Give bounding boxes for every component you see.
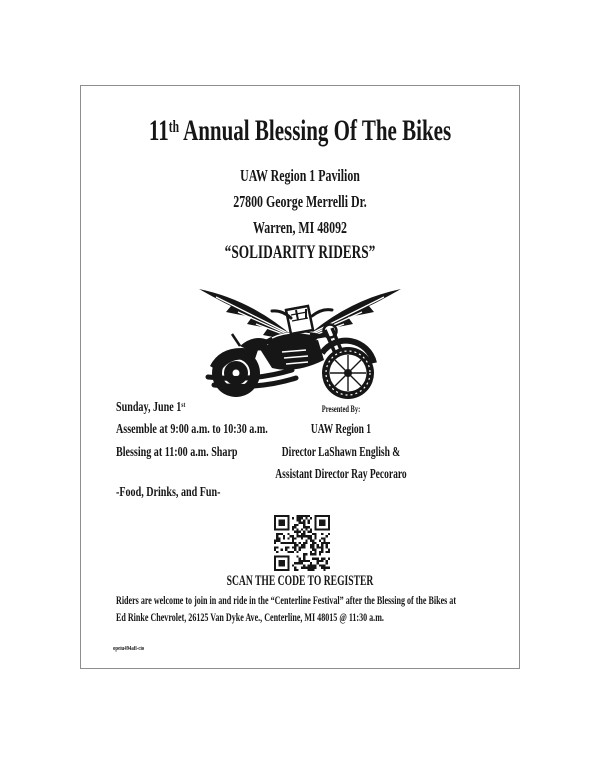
event-date-text: Sunday, June 1	[116, 400, 182, 415]
venue-address: 27800 George Merrelli Dr.	[233, 192, 367, 211]
venue-name: UAW Region 1 Pavilion	[240, 166, 360, 185]
winged-motorcycle-icon	[193, 284, 407, 400]
qr-code-icon	[274, 515, 330, 571]
festival-note-line1: Riders are welcome to join in and ride in the “Centerline Festival” after the Blessing of the Bikes at	[116, 595, 457, 607]
title-number: 11	[148, 114, 169, 147]
tagline: “SOLIDARITY RIDERS”	[224, 242, 376, 263]
presented-by-label: Presented By:	[321, 405, 361, 415]
festival-note-line2: Ed Rinke Chevrolet, 26125 Van Dyke Ave., Centerline, MI 48015 @ 11:30 a.m.	[116, 612, 384, 624]
event-date	[116, 401, 185, 415]
blessing-time: Blessing at 11:00 a.m. Sharp	[116, 445, 238, 460]
union-print-label: opeiu494afl-cio	[113, 646, 145, 652]
flyer-page	[80, 85, 520, 669]
presenting-org: UAW Region 1	[310, 422, 372, 437]
venue-city-state-zip: Warren, MI 48092	[253, 218, 347, 237]
food-drinks-fun: -Food, Drinks, and Fun-	[116, 485, 221, 500]
assistant-director-name: Assistant Director Ray Pecoraro	[275, 467, 407, 482]
title-text: Annual Blessing Of The Bikes	[178, 114, 452, 147]
director-name: Director LaShawn English &	[281, 445, 401, 460]
title-ordinal-suffix: th	[168, 116, 179, 136]
event-date-ordinal-suffix: st	[181, 400, 186, 410]
assemble-time: Assemble at 9:00 a.m. to 10:30 a.m.	[116, 422, 268, 437]
qr-caption: SCAN THE CODE TO REGISTER	[226, 573, 374, 589]
qr-code	[274, 515, 330, 571]
page-title	[147, 116, 454, 146]
winged-motorcycle-illustration	[193, 284, 407, 400]
